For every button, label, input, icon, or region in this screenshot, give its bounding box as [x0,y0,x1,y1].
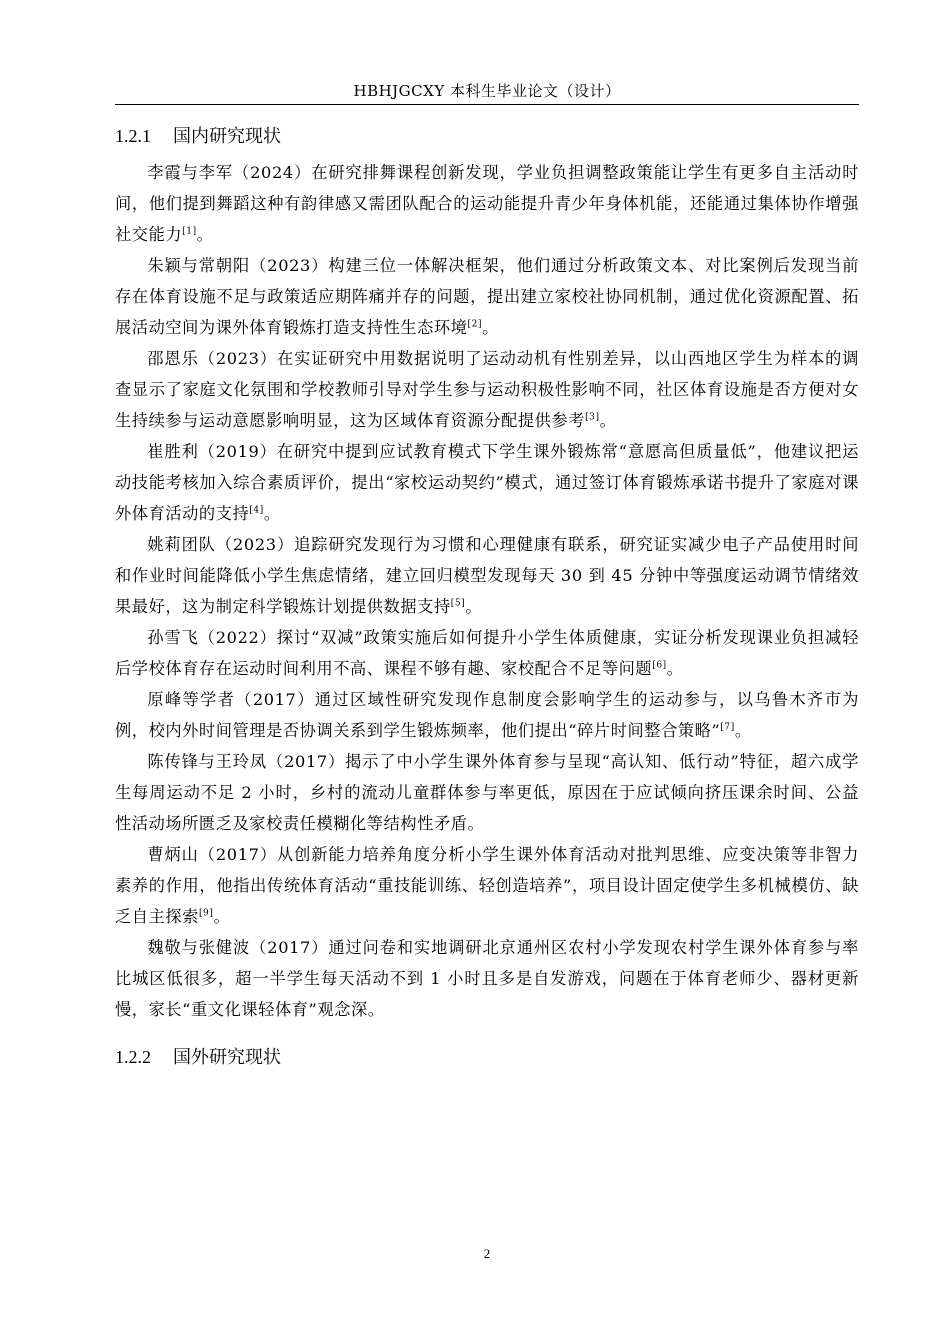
paragraph: 曹炳山（2017）从创新能力培养角度分析小学生课外体育活动对批判思维、应变决策等非智力素养的作用，他指出传统体育活动“重技能训练、轻创造培养”，项目设计固定使学生多机械模仿、缺乏自主探索[9]。 [115,845,859,926]
section-heading-1-2-2 [115,1043,859,1072]
header-rule [115,104,859,105]
citation-ref: [2] [467,319,483,330]
citation-ref: [7] [720,722,735,733]
section-title: 国内研究现状 [173,126,281,147]
page-number: 2 [483,1246,491,1261]
paragraph: 邵恩乐（2023）在实证研究中用数据说明了运动动机有性别差异，以山西地区学生为样本的调查显示了家庭文化氛围和学校教师引导对学生参与运动积极性影响不同，社区体育设施是否方便对女生持续参与运动意愿影响明显，这为区域体育资源分配提供参考[3]。 [115,349,859,430]
citation-ref: [9] [198,908,214,919]
paragraph: 姚莉团队（2023）追踪研究发现行为习惯和心理健康有联系，研究证实减少电子产品使用时间和作业时间能降低小学生焦虑情绪，建立回归模型发现每天 30 到 45 分钟中等强度运动调节情绪效果最好，这为制定科学锻炼计划提供数据支持[5]。 [115,535,859,616]
section-heading-1-2-1 [115,122,859,151]
page-body [115,118,859,1072]
citation-ref: [5] [450,598,466,609]
citation-ref: [3] [585,412,600,423]
paragraph: 崔胜利（2019）在研究中提到应试教育模式下学生课外锻炼常“意愿高但质量低”，他建议把运动技能考核加入综合素质评价，提出“家校运动契约”模式，通过签订体育锻炼承诺书提升了家庭对课外体育活动的支持[4]。 [115,442,859,523]
paragraph: 魏敬与张健波（2017）通过问卷和实地调研北京通州区农村小学发现农村学生课外体育参与率比城区低很多，超一半学生每天活动不到 1 小时且多是自发游戏，问题在于体育老师少、器材更新慢，家长“重文化课轻体育”观念深。 [115,938,859,1019]
paragraph: 朱颖与常朝阳（2023）构建三位一体解决框架，他们通过分析政策文本、对比案例后发现当前存在体育设施不足与政策适应期阵痛并存的问题，提出建立家校社协同机制，通过优化资源配置、拓展活动空间为课外体育锻炼打造支持性生态环境[2]。 [115,256,859,337]
paragraph: 李霞与李军（2024）在研究排舞课程创新发现，学业负担调整政策能让学生有更多自主活动时间，他们提到舞蹈这种有韵律感又需团队配合的运动能提升青少年身体机能，还能通过集体协作增强社交能力[1]。 [115,163,859,244]
section-number: 1.2.2 [115,1047,151,1067]
citation-ref: [6] [652,660,667,671]
section-title: 国外研究现状 [173,1047,281,1068]
citation-ref: [4] [249,505,264,516]
running-header: HBHJGCXY 本科生毕业论文（设计） [353,82,621,100]
paragraph: 孙雪飞（2022）探讨“双减”政策实施后如何提升小学生体质健康，实证分析发现课业负担减轻后学校体育存在运动时间利用不高、课程不够有趣、家校配合不足等问题[6]。 [115,628,859,678]
paragraph: 陈传锋与王玲凤（2017）揭示了中小学生课外体育参与呈现“高认知、低行动”特征，超六成学生每周运动不足 2 小时，乡村的流动儿童群体参与率更低，原因在于应试倾向挤压课余时间、公益性活动场所匮乏及家校责任模糊化等结构性矛盾。 [115,752,859,833]
section-number: 1.2.1 [115,126,151,146]
paragraph: 原峰等学者（2017）通过区域性研究发现作息制度会影响学生的运动参与，以乌鲁木齐市为例，校内外时间管理是否协调关系到学生锻炼频率，他们提出“碎片时间整合策略”[7]。 [115,690,859,740]
citation-ref: [1] [182,226,197,237]
